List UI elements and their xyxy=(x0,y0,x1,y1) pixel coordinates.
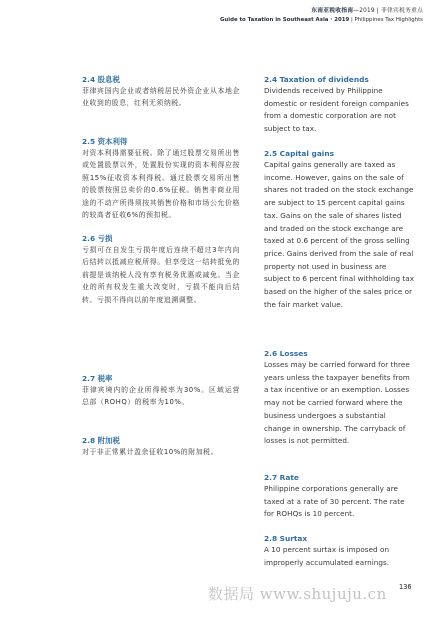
header-guide-title-cn: 东南亚税收指南 xyxy=(311,8,354,14)
section-title: 2.5 Capital gains xyxy=(264,149,334,158)
section-rate-en xyxy=(264,473,414,521)
section-body: 对于非正常累计盈余征收10%的附加税。 xyxy=(82,448,219,456)
section-losses-cn xyxy=(82,234,240,306)
section-rate-cn xyxy=(82,374,240,409)
section-title: 2.4 Taxation of dividends xyxy=(264,75,369,84)
section-title: 2.7 Rate xyxy=(264,473,299,482)
running-header-cn xyxy=(311,9,423,15)
section-body: A 10 percent surtax is imposed on improperly accumulated earnings. xyxy=(264,545,390,567)
header-subtitle-cn: —2019 | 菲律宾税务重点 xyxy=(353,8,423,14)
section-body: Dividends received by Philippine domestic or resident foreign companies from a domestic corporation are not subject to tax. xyxy=(264,86,409,134)
section-surtax-en xyxy=(264,534,414,569)
section-body: 菲律宾境内的企业所得税率为30%。区域运营总部（ROHQ）的税率为10%。 xyxy=(82,386,240,407)
section-title: 2.6 Losses xyxy=(264,349,308,358)
section-title: 2.4 股息税 xyxy=(82,75,120,84)
page-number: 136 xyxy=(399,583,412,591)
section-body: 菲律宾国内企业或者纳税居民外资企业从本地企业收到的股息，红利无须纳税。 xyxy=(82,87,240,108)
section-capital-gains-en xyxy=(264,149,414,311)
section-body: Capital gains generally are taxed as income. However, gains on the sale of shares not traded on the stock exchange are subject to 15 percent capital gains tax. Gains on the sale of shares listed and traded on the stock exchange are taxed at 0.6 percent of the gross selling price. Gains derived from the sale of real property not used in business are subject to 6 percent final withholding tax based on the higher of the sales price or the fair market value. xyxy=(264,160,415,309)
section-title: 2.6 亏损 xyxy=(82,234,113,243)
section-losses-en xyxy=(264,349,414,448)
section-dividends-en xyxy=(264,75,414,136)
header-guide-title-en: Guide to Taxation in Southeast Asia · 2019 xyxy=(219,17,350,23)
section-title: 2.8 附加税 xyxy=(82,436,120,445)
section-surtax-cn xyxy=(82,436,240,458)
header-subtitle-en: | Philippines Tax Highlights xyxy=(349,17,423,23)
section-body: 对资本利得需要征税。除了通过股票交易所出售或处置股票以外，处置股份实现的资本利得应按照15%征收资本利得税。通过股票交易所出售的股票按照总卖价的0.6%征税。销售非商业用途的不动产所得须按其销售价格和市场公允价格的较高者征收6%的预扣税。 xyxy=(82,149,240,220)
section-title: 2.7 税率 xyxy=(82,374,113,383)
running-header-en xyxy=(220,18,423,23)
section-body: Philippine corporations generally are taxed at a rate of 30 percent. The rate for ROHQs is 10 percent. xyxy=(264,484,405,519)
section-dividends-cn xyxy=(82,75,240,110)
section-title: 2.5 资本利得 xyxy=(82,137,128,146)
section-title: 2.8 Surtax xyxy=(264,534,308,543)
section-capital-gains-cn xyxy=(82,137,240,221)
site-watermark: 数据局 www.shujuju.cn xyxy=(208,585,387,603)
section-body: 亏损可在自发生亏损年度后连续不超过3年内向后结转以抵减应税所得。但享受这一结转抵免的前提是该纳税人没有享有税务优惠或减免。当企业的所有权发生重大改变时，亏损不能向后结转。亏损不得向以前年度追溯调整。 xyxy=(82,246,240,304)
section-body: Losses may be carried forward for three years unless the taxpayer benefits from a tax incentive or an exemption. Losses may not be carried forward where the business undergoes a substantial change in ownership. The carryback of losses is not permitted. xyxy=(264,360,410,446)
